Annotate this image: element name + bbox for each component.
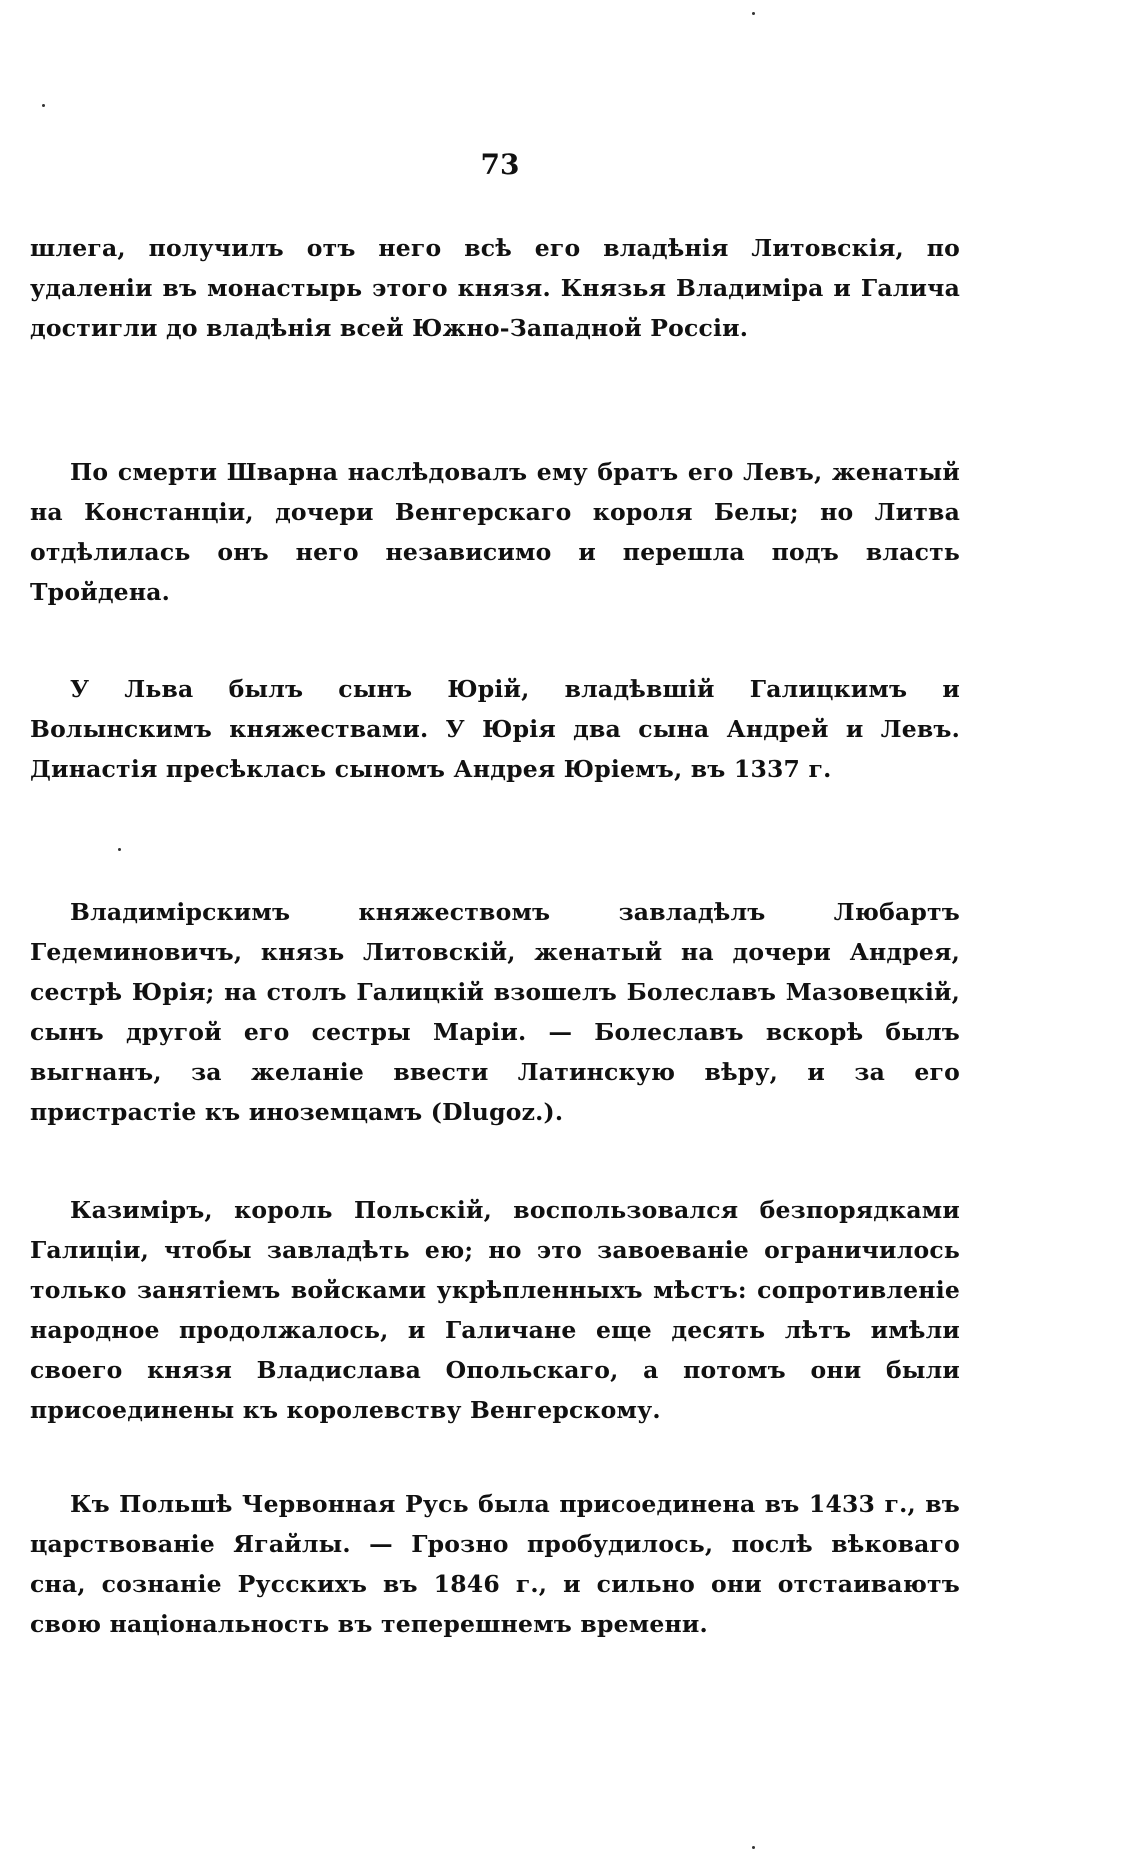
print-speck: [118, 848, 121, 851]
page-number: 73: [480, 148, 520, 181]
paragraph-1: шлега, получилъ отъ него всѣ его владѣнія Литовскія, по удаленіи въ монастырь этого князя. Князья Владиміра и Галича достигли до владѣнія всей Южно-Западной Россіи.: [30, 233, 960, 342]
paragraph-4: Владимірскимъ княжествомъ завладѣлъ Любартъ Гедеминовичъ, князь Литовскій, женатый на дочери Андрея, сестрѣ Юрія; на столъ Галицкій взошелъ Болеславъ Мазовецкій, сынъ другой его сестры Маріи. — Болеславъ вскорѣ былъ выгнанъ, за желаніе ввести Латинскую вѣру, и за его пристрастіе къ иноземцамъ (Dlugoz.).: [30, 897, 960, 1126]
print-speck: [752, 12, 755, 15]
print-speck: [752, 1846, 755, 1849]
paragraph-2: По смерти Шварна наслѣдовалъ ему братъ его Левъ, женатый на Констанціи, дочери Венгерскаго короля Белы; но Литва отдѣлилась онъ него независимо и перешла подъ власть Тройдена.: [30, 457, 960, 606]
print-speck: [42, 104, 45, 107]
paragraph-6: Къ Польшѣ Червонная Русь была присоединена въ 1433 г., въ царствованіе Ягайлы. — Грозно пробудилось, послѣ вѣковаго сна, сознаніе Русскихъ въ 1846 г., и сильно они отстаиваютъ свою національность въ теперешнемъ времени.: [30, 1489, 960, 1638]
paragraph-5: Казиміръ, король Польскій, воспользовался безпорядками Галиціи, чтобы завладѣть ею; но это завоеваніе ограничилось только занятіемъ войсками укрѣпленныхъ мѣстъ: сопротивленіе народное продолжалось, и Галичане еще десять лѣтъ имѣли своего князя Владислава Опольскаго, а потомъ они были присоединены къ королевству Венгерскому.: [30, 1195, 960, 1424]
paragraph-3: У Льва былъ сынъ Юрій, владѣвшій Галицкимъ и Волынскимъ княжествами. У Юрія два сына Андрей и Левъ. Династія пресѣклась сыномъ Андрея Юріемъ, въ 1337 г.: [30, 674, 960, 783]
